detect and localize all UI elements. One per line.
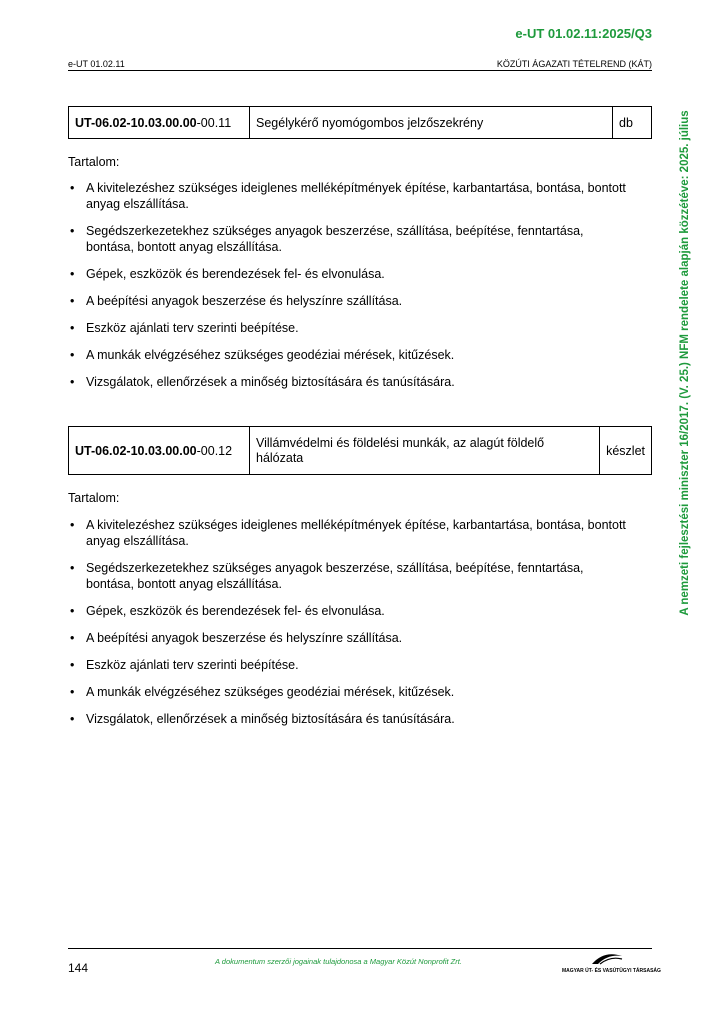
list-item: • Gépek, eszközök és berendezések fel- és elvonulása. [68, 266, 628, 282]
item-code-suffix: -00.11 [196, 115, 232, 130]
content-label-1: Tartalom: [68, 155, 120, 169]
item-description: Segélykérő nyomógombos jelzőszekrény [250, 107, 613, 139]
company-logo [562, 952, 661, 974]
item-table-1 [68, 106, 652, 139]
document-code: e-UT 01.02.11:2025/Q3 [515, 26, 652, 41]
list-item: • A kivitelezéshez szükséges ideiglenes melléképítmények építése, karbantartása, bontása, bontott anyag elszállítása. [68, 517, 628, 549]
list-item: • Segédszerkezetekhez szükséges anyagok beszerzése, szállítása, beépítése, fenntartása, bontása, bontott anyag elszállítása. [68, 223, 628, 255]
item-code-cell [69, 107, 250, 139]
list-item: • A munkák elvégzéséhez szükséges geodéziai mérések, kitűzések. [68, 347, 628, 363]
footer-rule [68, 948, 652, 949]
header-right-label: KÖZÚTI ÁGAZATI TÉTELREND (KÁT) [496, 59, 652, 69]
list-item: • Segédszerkezetekhez szükséges anyagok beszerzése, szállítása, beépítése, fenntartása, bontása, bontott anyag elszállítása. [68, 560, 628, 592]
list-item: • A kivitelezéshez szükséges ideiglenes melléképítmények építése, karbantartása, bontása, bontott anyag elszállítása. [68, 180, 628, 212]
list-item: • Vizsgálatok, ellenőrzések a minőség biztosítására és tanúsítására. [68, 711, 628, 727]
list-item: • Eszköz ajánlati terv szerinti beépítése. [68, 320, 628, 336]
content-label-2: Tartalom: [68, 491, 120, 505]
list-item: • Gépek, eszközök és berendezések fel- és elvonulása. [68, 603, 628, 619]
logo-text: MAGYAR ÚT- ÉS VASÚTÜGYI TÁRSASÁG [562, 968, 661, 974]
list-item: • A munkák elvégzéséhez szükséges geodéziai mérések, kitűzések. [68, 684, 628, 700]
item-code-bold: UT-06.02-10.03.00.00 [75, 115, 197, 130]
header-left-label: e-UT 01.02.11 [68, 59, 125, 69]
page-number: 144 [68, 961, 89, 975]
item-code-cell [69, 427, 250, 475]
content-list-1 [68, 180, 628, 401]
item-description: Villámvédelmi és földelési munkák, az alagút földelő hálózata [250, 427, 600, 475]
item-code-suffix: -00.12 [196, 443, 233, 458]
content-list-2 [68, 517, 628, 738]
side-publication-note [676, 96, 694, 630]
item-table-2 [68, 426, 652, 475]
road-logo-icon [590, 952, 624, 966]
side-publication-note-text: A nemzeti fejlesztési miniszter 16/2017. (V. 25.) NFM rendelete alapján közzétéve: 2025. július [679, 110, 691, 616]
list-item: • Eszköz ajánlati terv szerinti beépítése. [68, 657, 628, 673]
list-item: • A beépítési anyagok beszerzése és helyszínre szállítása. [68, 630, 628, 646]
item-code-bold: UT-06.02-10.03.00.00 [75, 443, 197, 458]
list-item: • A beépítési anyagok beszerzése és helyszínre szállítása. [68, 293, 628, 309]
footer-copyright-note: A dokumentum szerzői jogainak tulajdonosa a Magyar Közút Nonprofit Zrt. [215, 957, 462, 966]
header-rule [68, 70, 652, 71]
item-unit: készlet [600, 427, 652, 475]
list-item: • Vizsgálatok, ellenőrzések a minőség biztosítására és tanúsítására. [68, 374, 628, 390]
item-unit: db [613, 107, 652, 139]
